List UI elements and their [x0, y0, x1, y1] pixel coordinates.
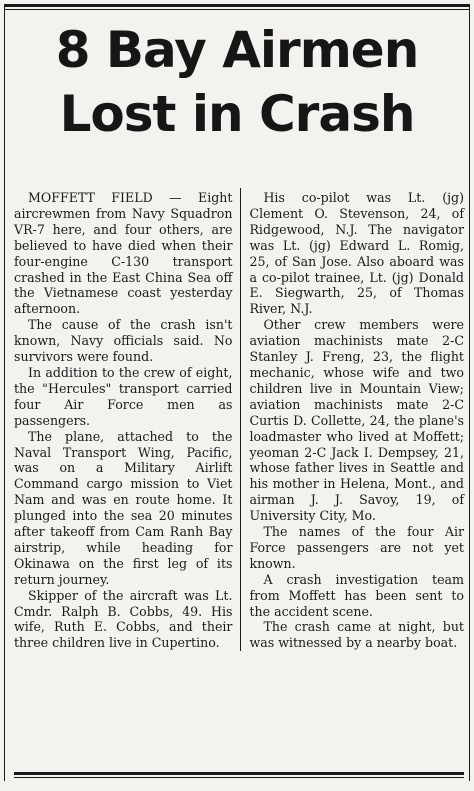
article-body — [14, 190, 464, 651]
article-paragraph: The names of the four Air Force passengers are not yet known. — [249, 524, 464, 571]
bottom-rule-thin — [14, 777, 464, 778]
headline-line-2: Lost in Crash — [59, 85, 415, 143]
article-paragraph: A crash investigation team from Moffett has been sent to the accident scene. — [249, 571, 464, 619]
article-column-left — [14, 190, 240, 651]
top-rule-thin — [4, 9, 470, 10]
article-paragraph: Skipper of the aircraft was Lt. Cmdr. Ralph B. Cobbs, 49. His wife, Ruth E. Cobbs, and their three children live in Cupertino. — [14, 587, 233, 651]
article-paragraph: His co-pilot was Lt. (jg) Clement O. Stevenson, 24, of Ridgewood, N.J. The navigator was Lt. (jg) Edward L. Romig, 25, of San Jose. Also aboard was a co-pilot trainee, Lt. (jg) Donald E. Siegwarth, 25, of Thomas River, N.J. — [249, 190, 464, 317]
article-paragraph: The crash came at night, but was witnessed by a nearby boat. — [249, 619, 464, 651]
headline — [0, 18, 474, 146]
top-rule — [4, 4, 470, 7]
bottom-rule — [14, 772, 464, 775]
article-paragraph: MOFFETT FIELD — Eight aircrewmen from Navy Squadron VR-7 here, and four others, are believed to have died when their four-engine C-130 transport crashed in the East China Sea off the Vietnamese coast yesterday afternoon. — [14, 190, 233, 317]
article-paragraph: In addition to the crew of eight, the "Hercules" transport carried four Air Force men as passengers. — [14, 364, 233, 428]
article-paragraph: The plane, attached to the Naval Transport Wing, Pacific, was on a Military Airlift Command cargo mission to Viet Nam and was en route home. It plunged into the sea 20 minutes after takeoff from Cam Ranh Bay airstrip, while heading for Okinawa on the first leg of its return journey. — [14, 428, 233, 587]
article-paragraph: The cause of the crash isn't known, Navy officials said. No survivors were found. — [14, 317, 233, 365]
article-paragraph: Other crew members were aviation machinists mate 2-C Stanley J. Freng, 23, the flight mechanic, whose wife and two children live in Mountain View; aviation machinists mate 2-C Curtis D. Collette, 24, the plane's loadmaster who lived at Moffett; yeoman 2-C Jack I. Dempsey, 21, whose father lives in Seattle and his mother in Helena, Mont., and airman J. J. Savoy, 19, of University City, Mo. — [249, 317, 464, 524]
headline-line-1: 8 Bay Airmen — [55, 21, 419, 79]
article-column-right — [241, 190, 464, 651]
